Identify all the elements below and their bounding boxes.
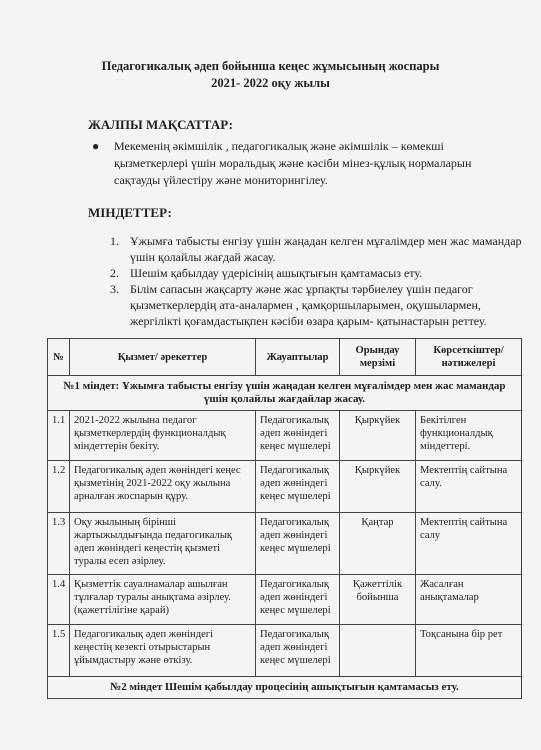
table-row: [48, 411, 522, 461]
task-number: 3.: [110, 282, 119, 296]
task-text: Білім сапасын жақсарту және жас ұрпақты тәрбиелеу үшін педагог қызметкерлердің ата-аналармен , қамқоршыларымен, оқушылармен, жергілікті қоғамдастықпен кәсіби өзара қарым- қатынастарын реттеу.: [130, 282, 487, 328]
table-row: [48, 575, 522, 625]
tasks-list: [110, 233, 530, 329]
row-num: 1.3: [48, 513, 70, 575]
goal-item: [92, 138, 512, 189]
row-num: 1.2: [48, 461, 70, 513]
row-result: Бекітілген функционалдық міндеттері.: [416, 411, 522, 461]
row-result: Мектептің сайтына салу.: [416, 461, 522, 513]
row-responsible: Педагогикалық әдеп жөніндегі кеңес мүшелері: [256, 513, 340, 575]
header-activity: Қызмет/ әрекеттер: [70, 339, 256, 376]
title-line-2: 2021- 2022 оқу жылы: [211, 76, 330, 90]
row-num: 1.1: [48, 411, 70, 461]
row-result: Тоқсанына бір рет: [416, 625, 522, 677]
goal-text: Мекеменің әкімшілік , педагогикалық және әкімшілік – көмекші қызметкерлері үшін моральдық және кәсіби мінез-құлық нормаларын сақтауды үйлестіру және мониторингілеу.: [114, 139, 472, 187]
row-responsible: Педагогикалық әдеп жөніндегі кеңес мүшелері: [256, 575, 340, 625]
row-activity: Педагогикалық әдеп жөніндегі кеңес қызметінің 2021-2022 оқу жылына арналған жоспарын құру.: [70, 461, 256, 513]
row-activity: Қызметтік сауалнамалар ашылған тұлғалар туралы анықтама әзірлеу.(қажеттілігіне қарай): [70, 575, 256, 625]
row-num: 1.5: [48, 625, 70, 677]
row-deadline: Қажеттілік бойынша: [340, 575, 416, 625]
row-deadline: Қаңтар: [340, 513, 416, 575]
row-result: Жасалған анықтамалар: [416, 575, 522, 625]
section-row-1: [48, 376, 522, 411]
row-activity: Оқу жылының бірінші жартыжылдығында педагогикалық әдеп жөніндегі кеңестің қызметі туралы есеп әзірлеу.: [70, 513, 256, 575]
header-responsible: Жауаптылар: [256, 339, 340, 376]
row-deadline: [340, 625, 416, 677]
task-number: 1.: [110, 234, 119, 248]
section-1-title: №1 міндет: Ұжымға табысты енгізу үшін жаңадан келген мұғалімдер мен жас мамандар үшін қолайлы жағдайлар жасау.: [48, 376, 522, 411]
task-text: Шешім қабылдау үдерісінің ашықтығын қамтамасыз ету.: [130, 266, 423, 280]
task-item: [110, 281, 530, 329]
table-row: [48, 625, 522, 677]
row-activity: Педагогикалық әдеп жөніндегі кеңестің кезекті отырыстарын ұйымдастыру және өткізу.: [70, 625, 256, 677]
header-deadline: Орындау мерзімі: [340, 339, 416, 376]
task-number: 2.: [110, 266, 119, 280]
goals-heading: ЖАЛПЫ МАҚСАТТАР:: [88, 117, 233, 132]
bullet-icon: ●: [92, 139, 100, 153]
row-activity: 2021-2022 жылына педагог қызметкерлердің функционалдық міндеттерін бекіту.: [70, 411, 256, 461]
task-text: Ұжымға табысты енгізу үшін жаңадан келген мұғалімдер мен жас мамандар үшін қолайлы жағдай жасау.: [130, 234, 522, 264]
row-deadline: Қыркүйек: [340, 461, 416, 513]
table-row: [48, 461, 522, 513]
row-deadline: Қыркүйек: [340, 411, 416, 461]
section-2-title: №2 міндет Шешім қабылдау процесінің ашықтығын қамтамасыз ету.: [48, 677, 522, 699]
document-title: [0, 58, 541, 92]
table-row: [48, 513, 522, 575]
table-header-row: [48, 339, 522, 376]
row-num: 1.4: [48, 575, 70, 625]
task-item: [110, 233, 530, 265]
title-line-1: Педагогикалық әдеп бойынша кеңес жұмысының жоспары: [101, 59, 440, 73]
row-responsible: Педагогикалық әдеп жөніндегі кеңес мүшелері: [256, 411, 340, 461]
header-results: Көрсеткіштер/ нәтижелері: [416, 339, 522, 376]
row-responsible: Педагогикалық әдеп жөніндегі кеңес мүшелері: [256, 461, 340, 513]
tasks-heading: МІНДЕТТЕР:: [88, 205, 172, 220]
plan-table: [47, 338, 522, 699]
row-responsible: Педагогикалық әдеп жөніндегі кеңес мүшелері: [256, 625, 340, 677]
header-num: №: [48, 339, 70, 376]
section-row-2: [48, 677, 522, 699]
row-result: Мектептің сайтына салу: [416, 513, 522, 575]
task-item: [110, 265, 530, 281]
